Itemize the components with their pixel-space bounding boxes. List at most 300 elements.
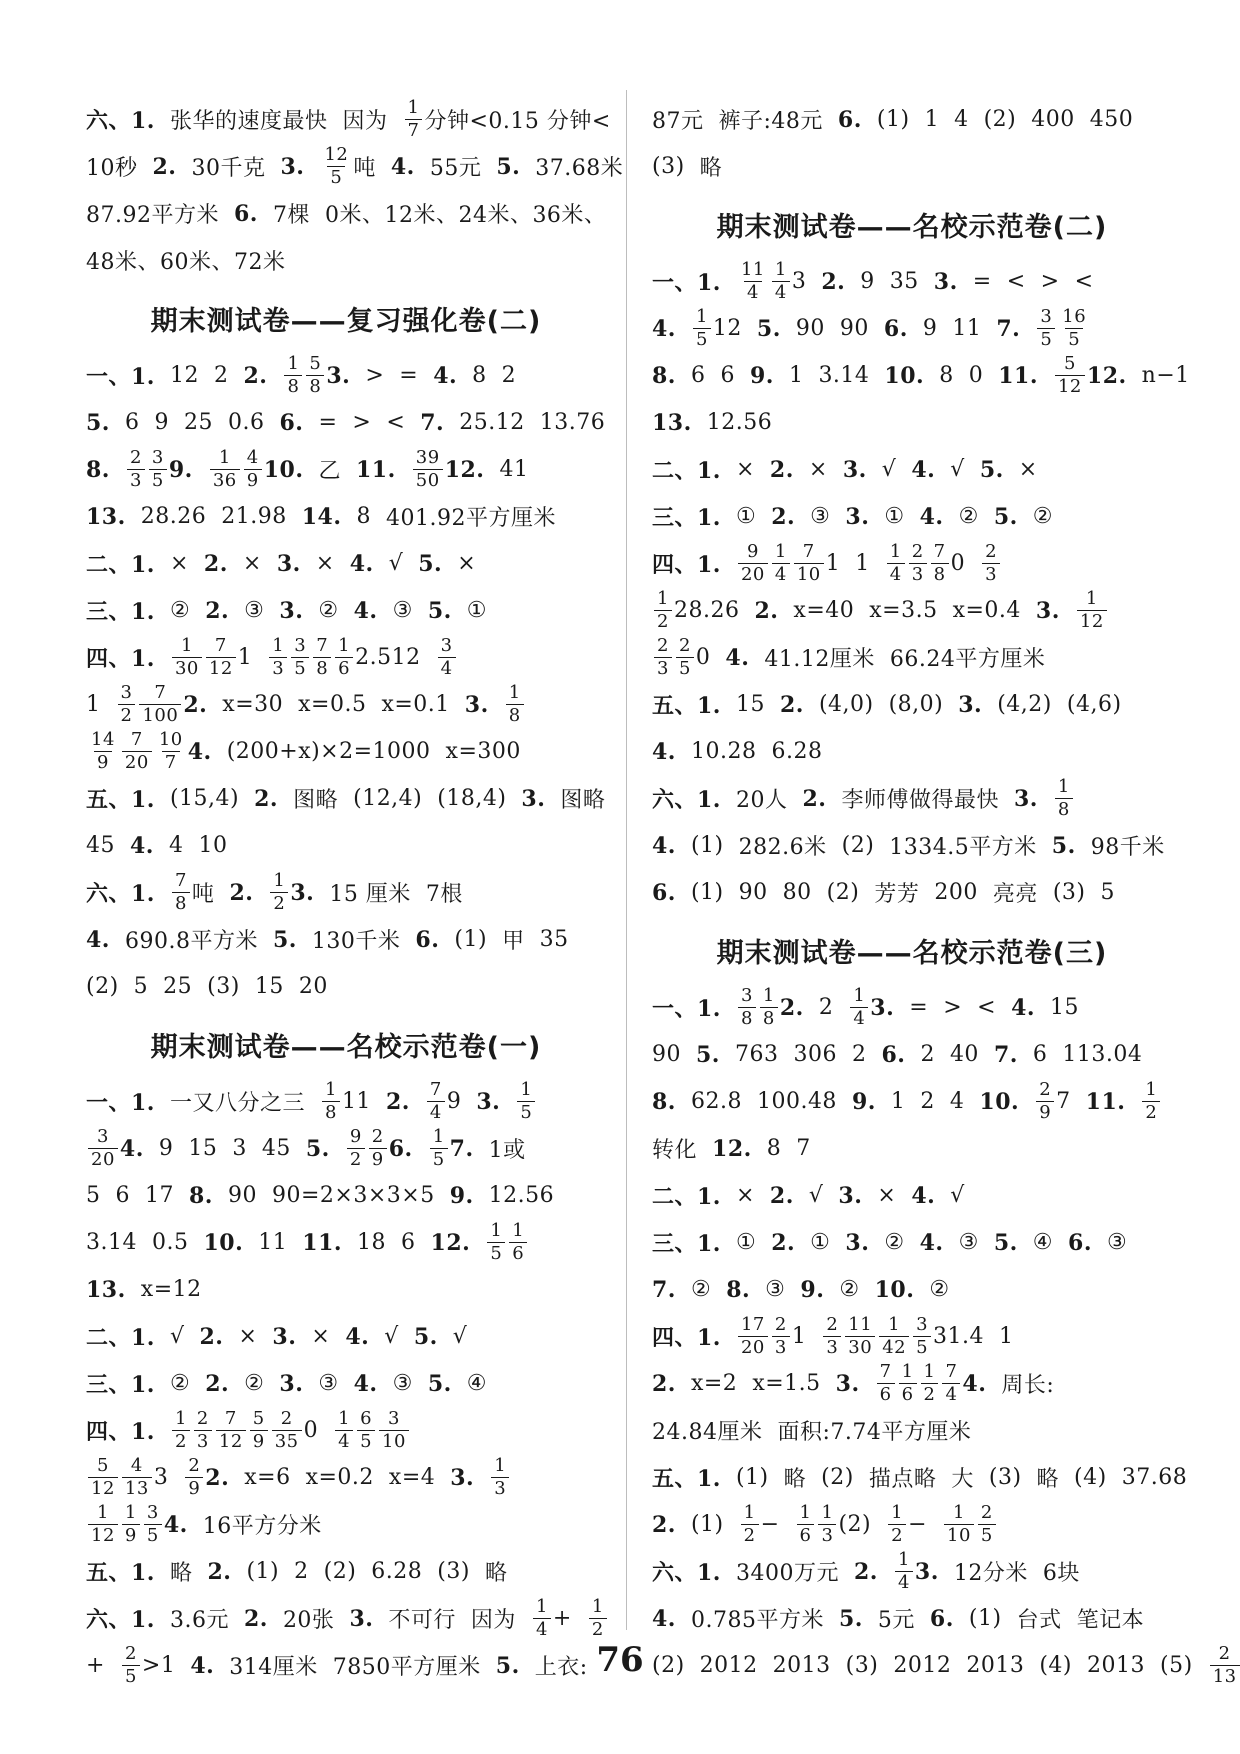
answer-text: (1) (968, 1606, 1002, 1631)
answer-text: x=0.2 (305, 1465, 374, 1490)
question-number: 4. (353, 1370, 378, 1397)
fraction-numerator: 1 (1057, 776, 1070, 797)
answer-text: 7棵 (272, 203, 310, 228)
fraction-numerator: 1 (96, 1502, 109, 1523)
question-number: 5. (418, 550, 443, 577)
answer-text: n−1 (1141, 363, 1190, 388)
answer-text: 李师傅做得最快 (841, 788, 999, 813)
fraction-numerator: 1 (407, 97, 420, 118)
answer-text: 3.6元 (169, 1608, 229, 1633)
answer-line (652, 96, 1172, 143)
question-number: 7. (993, 1041, 1018, 1068)
answer-text: 400 (1031, 107, 1075, 132)
fraction (405, 99, 423, 140)
fraction-numerator: 1 (1145, 1079, 1158, 1100)
fraction-numerator: 5 (252, 1408, 265, 1429)
fraction (738, 987, 756, 1028)
fraction-numerator: 3 (151, 447, 164, 468)
answer-text: 甲 (502, 929, 525, 954)
fraction-numerator: 1 (273, 870, 286, 891)
fraction-numerator: 2 (980, 1502, 993, 1523)
answer-text: √ (384, 1324, 399, 1349)
question-number: 10. (874, 1276, 915, 1303)
fraction (506, 684, 524, 725)
section-number: 六、1. (86, 1607, 155, 1633)
fraction-numerator: 7 (224, 1408, 237, 1429)
question-number: 7. (449, 1135, 474, 1162)
fraction (760, 987, 778, 1028)
question-number: 13. (86, 1276, 126, 1303)
question-number: 2. (243, 362, 268, 389)
fraction-numerator: 1 (218, 447, 231, 468)
answer-text: 1 (999, 1324, 1014, 1349)
fraction (676, 637, 694, 678)
question-number: 3. (835, 1370, 860, 1397)
answer-text: 98千米 (1090, 835, 1165, 860)
fraction-denominator: 8 (738, 1007, 756, 1028)
answer-text: 略 (1036, 1467, 1060, 1492)
answer-text: × (457, 551, 477, 576)
fraction-denominator: 2 (888, 1524, 906, 1545)
answer-text: 37.68米 (535, 156, 624, 181)
question-number: 2. (754, 597, 779, 624)
answer-text: 90 (738, 880, 768, 905)
fraction (738, 543, 768, 584)
answer-text: 282.6米 (738, 835, 827, 860)
fraction-denominator: 12 (88, 1477, 118, 1498)
answer-text: (200+x)×2=1000 (226, 739, 431, 764)
fraction-denominator: 9 (122, 1524, 140, 1545)
fraction-numerator: 2 (657, 635, 669, 656)
fraction (899, 1363, 917, 1404)
question-number: 5. (993, 503, 1018, 530)
answer-text: × (735, 1183, 755, 1208)
fraction (517, 1081, 535, 1122)
answer-line (652, 587, 1172, 634)
answer-text: 分钟<0.15 分钟< (424, 109, 611, 134)
question-number: 4. (911, 1182, 936, 1209)
answer-text: 2012 (699, 1653, 758, 1678)
fraction (772, 543, 790, 584)
question-number: 10. (979, 1088, 1020, 1115)
answer-text: 20 (298, 974, 328, 999)
question-number: 3. (845, 1229, 870, 1256)
fraction-numerator: 1 (853, 985, 866, 1006)
fraction-numerator: 2 (129, 447, 142, 468)
answer-line (86, 446, 606, 493)
question-number: 5. (86, 409, 110, 436)
fraction-numerator: 1 (897, 1549, 910, 1570)
section-number: 五、1. (652, 693, 721, 719)
fraction-numerator: 2 (196, 1408, 209, 1429)
fraction (139, 684, 181, 725)
fraction-denominator: 9 (94, 751, 112, 772)
answer-text: 0.785平方米 (690, 1608, 824, 1633)
fraction-numerator: 3 (294, 635, 307, 656)
fraction-denominator: 6 (509, 1242, 527, 1263)
answer-text: ② (690, 1277, 712, 1302)
section-number: 三、1. (86, 599, 155, 625)
fraction (982, 543, 1000, 584)
fraction-numerator: 11 (848, 1314, 873, 1335)
question-number: 12. (1086, 362, 1127, 389)
question-number: 2. (229, 879, 254, 906)
fraction-numerator: 5 (309, 353, 322, 374)
section-heading: 期末测试卷——复习强化卷(二) (150, 305, 542, 337)
answer-text: 6 (401, 1230, 416, 1255)
question-number: 6. (388, 1135, 413, 1162)
fraction-numerator: 2 (1039, 1079, 1052, 1100)
fraction-numerator: 5 (1063, 353, 1076, 374)
fraction-numerator: 1 (891, 1502, 904, 1523)
answer-text: 0 (303, 1418, 319, 1443)
answer-text: 80 (782, 880, 812, 905)
answer-text: − (908, 1512, 927, 1537)
fraction (491, 1457, 509, 1498)
answer-text: > (352, 410, 372, 435)
question-number: 4. (187, 738, 212, 765)
question-number: 4. (349, 550, 374, 577)
question-number: 8. (189, 1182, 213, 1209)
fraction-denominator: 9 (185, 1477, 203, 1498)
answer-text: + (86, 1653, 105, 1678)
answer-text: = (909, 995, 929, 1020)
answer-line (86, 96, 611, 143)
fraction-numerator: 2 (1218, 1643, 1231, 1664)
answer-line (652, 258, 1172, 305)
fraction-numerator: 2 (774, 1314, 787, 1335)
answer-text: 15 (735, 692, 765, 717)
question-number: 14. (301, 503, 342, 530)
fraction (244, 449, 262, 490)
answer-line (86, 1548, 606, 1595)
answer-line (86, 1172, 606, 1219)
answer-line (652, 143, 1172, 190)
question-number: 2. (779, 691, 804, 718)
fraction (185, 1457, 203, 1498)
fraction (88, 1128, 118, 1169)
fraction (487, 1222, 505, 1263)
fraction-denominator: 2 (347, 1148, 365, 1169)
answer-line (652, 1548, 1172, 1595)
answer-line (652, 822, 1172, 869)
fraction-denominator: 5 (517, 1101, 535, 1122)
answer-text: 31.4 (933, 1324, 985, 1349)
answer-text: 28.26 (673, 598, 740, 623)
answer-text: 略 (169, 1561, 193, 1586)
section-number: 三、1. (652, 1231, 721, 1257)
fraction-numerator: 1 (774, 541, 787, 562)
answer-text: (12,4) (353, 786, 423, 811)
question-number: 3. (838, 1182, 863, 1209)
fraction-denominator: 3 (823, 1336, 841, 1357)
question-number: 13. (86, 503, 126, 530)
fraction-numerator: 7 (316, 635, 329, 656)
answer-text: 87元 (652, 109, 704, 134)
fraction-numerator: 3 (120, 682, 133, 703)
fraction-denominator: 7 (162, 751, 180, 772)
answer-text: (1) (690, 1512, 724, 1537)
question-number: 4. (962, 1370, 987, 1397)
answer-text: 10 (198, 833, 228, 858)
fraction-denominator: 5 (1037, 328, 1055, 349)
fraction-denominator: 20 (738, 563, 768, 584)
answer-text: 25 (163, 974, 193, 999)
fraction (88, 1457, 118, 1498)
answer-text: (4) (1074, 1465, 1107, 1490)
answer-text: √ (881, 457, 897, 482)
fraction-numerator: 7 (802, 541, 815, 562)
question-number: 2. (771, 503, 796, 530)
answer-line (652, 1078, 1172, 1125)
fraction-denominator: 50 (413, 469, 443, 490)
answer-line (86, 634, 606, 681)
fraction-denominator: 6 (899, 1383, 917, 1404)
question-number: 5. (756, 315, 781, 342)
answer-text: 18 (357, 1230, 387, 1255)
answer-line (652, 728, 1172, 775)
answer-line (652, 493, 1172, 540)
question-number: 2. (205, 597, 230, 624)
fraction-denominator: 4 (895, 1571, 913, 1592)
fraction-denominator: 8 (313, 657, 331, 678)
question-number: 4. (911, 456, 936, 483)
question-number: 2. (183, 691, 208, 718)
answer-text: × (238, 1324, 258, 1349)
fraction (888, 1504, 906, 1545)
answer-text: 上衣: (534, 1655, 588, 1680)
fraction-numerator: 5 (96, 1455, 109, 1476)
section-number: 四、1. (652, 1325, 721, 1351)
answer-text: 690.8平方米 (124, 929, 258, 954)
question-number: 5. (993, 1229, 1018, 1256)
fraction (172, 637, 202, 678)
answer-text: 转化 (652, 1138, 698, 1163)
answer-text: 11 (952, 316, 982, 341)
fraction (823, 1316, 841, 1357)
fraction-numerator: 1 (923, 1361, 936, 1382)
question-number: 11. (1085, 1088, 1126, 1115)
answer-text: 6 (1032, 1042, 1048, 1067)
answer-text: 6块 (1042, 1561, 1080, 1586)
question-number: 9. (851, 1088, 876, 1115)
answer-text: ① (735, 1230, 757, 1255)
answer-text: 面积:7.74平方厘米 (777, 1420, 972, 1445)
question-number: 4. (86, 926, 110, 953)
fraction-numerator: 1 (1085, 588, 1098, 609)
question-number: 2. (203, 550, 228, 577)
answer-text: 吨 (191, 882, 215, 907)
fraction (772, 261, 790, 302)
question-number: 9. (800, 1276, 825, 1303)
fraction-numerator: 12 (324, 144, 349, 165)
answer-text: 62.8 (690, 1089, 742, 1114)
question-number: 11. (302, 1229, 343, 1256)
answer-text: ① (466, 598, 488, 623)
answer-text: 25 (183, 410, 213, 435)
answer-text: 1 (924, 107, 940, 132)
fraction-denominator: 3 (269, 657, 287, 678)
answer-line (652, 869, 1172, 916)
fraction (122, 731, 152, 772)
answer-text: x=0.4 (952, 598, 1021, 623)
answer-line (652, 352, 1190, 399)
answer-text: (2) (838, 1512, 872, 1537)
answer-text: 大 (951, 1467, 974, 1492)
fraction (322, 1081, 340, 1122)
fraction (216, 1410, 246, 1451)
answer-text: 200 (934, 880, 978, 905)
fraction (895, 1551, 913, 1592)
answer-text: ③ (318, 1371, 339, 1396)
fraction (887, 543, 905, 584)
fraction-numerator: 3 (146, 1502, 159, 1523)
answer-text: 3 (153, 1465, 169, 1490)
fraction-denominator: 13 (1210, 1665, 1240, 1686)
fraction-denominator: 8 (760, 1007, 778, 1028)
question-number: 10. (203, 1229, 244, 1256)
answer-text: >1 (141, 1653, 176, 1678)
answer-text: x=30 (222, 692, 284, 717)
fraction-denominator: 9 (250, 1430, 268, 1451)
fraction-numerator: 3 (1040, 306, 1053, 327)
question-number: 3. (914, 1558, 939, 1585)
fraction-denominator: 5 (913, 1336, 931, 1357)
question-number: 5. (979, 456, 1004, 483)
answer-text: (15,4) (169, 786, 240, 811)
answer-text: 130千米 (311, 929, 401, 954)
fraction (250, 1410, 268, 1451)
question-number: 3. (1013, 785, 1038, 812)
answer-text: (2) (983, 107, 1017, 132)
question-number: 2. (207, 1558, 232, 1585)
answer-text: (2) (323, 1559, 357, 1584)
section-heading: 期末测试卷——名校示范卷(一) (150, 1031, 542, 1063)
fraction (269, 637, 287, 678)
answer-text: 略 (484, 1561, 508, 1586)
fraction-numerator: 9 (746, 541, 759, 562)
question-number: 6. (652, 879, 676, 906)
answer-text: 1 (86, 692, 101, 717)
question-number: 4. (919, 1229, 944, 1256)
fraction (797, 1504, 815, 1545)
fraction (270, 872, 288, 913)
question-number: 8. (652, 362, 676, 389)
answer-text: 9 (860, 269, 875, 294)
answer-line (652, 1407, 1172, 1454)
question-number: 11. (998, 362, 1038, 389)
fraction-numerator: 1 (272, 635, 285, 656)
fraction-numerator: 7 (130, 729, 143, 750)
fraction-denominator: 10 (944, 1524, 974, 1545)
answer-text: 21.98 (221, 504, 287, 529)
answer-text: 3.14 (86, 1230, 137, 1255)
fraction (291, 637, 309, 678)
fraction-denominator: 3 (194, 1430, 212, 1451)
answer-text: 因为 (342, 109, 388, 134)
answer-text: 7 (796, 1136, 811, 1161)
question-number: 2. (205, 1370, 230, 1397)
fraction-denominator: 3 (909, 563, 927, 584)
answer-line (86, 1078, 606, 1125)
question-number: 3. (276, 550, 301, 577)
answer-text: (3) (437, 1559, 470, 1584)
answer-text: 37.68 (1121, 1465, 1188, 1490)
answer-text: 2 (294, 1559, 309, 1584)
fraction-numerator: 4 (246, 447, 259, 468)
question-number: 2. (652, 1370, 676, 1397)
fraction (509, 1222, 527, 1263)
answer-text: × (735, 457, 755, 482)
answer-text: √ (388, 551, 404, 576)
answer-text: 20张 (282, 1608, 335, 1633)
fraction-numerator: 4 (130, 1455, 143, 1476)
question-number: 4. (652, 1605, 676, 1632)
answer-text: 66.24平方厘米 (889, 647, 1046, 672)
answer-text: x=3.5 (869, 598, 938, 623)
fraction-denominator: 12 (1077, 610, 1107, 631)
question-number: 4. (119, 1135, 144, 1162)
answer-text: 87.92平方米 (86, 203, 219, 228)
fraction-denominator: 3 (491, 1477, 509, 1498)
answer-text: (1) (454, 927, 488, 952)
fraction (533, 1598, 551, 1639)
answer-text: 笔记本 (1076, 1608, 1145, 1633)
answer-text: 0.5 (151, 1230, 189, 1255)
question-number: 4. (345, 1323, 370, 1350)
answer-text: 2.512 (355, 645, 421, 670)
fraction-denominator: 8 (1055, 798, 1073, 819)
page-number: 76 (596, 1640, 644, 1680)
fraction-denominator: 4 (427, 1101, 445, 1122)
fraction-denominator: 100 (139, 704, 181, 725)
fraction-denominator: 4 (887, 563, 905, 584)
question-number: 12. (712, 1135, 752, 1162)
answer-text: 28.26 (140, 504, 207, 529)
answer-line (652, 446, 1172, 493)
answer-line (652, 1313, 1172, 1360)
answer-text: ④ (466, 1371, 488, 1396)
question-number: 4. (190, 1652, 215, 1679)
fraction (909, 543, 927, 584)
answer-text: 略 (783, 1467, 807, 1492)
question-number: 6. (415, 926, 440, 953)
section-number: 一、1. (86, 364, 155, 390)
fraction-numerator: 2 (678, 635, 691, 656)
fraction-numerator: 2 (371, 1126, 384, 1147)
fraction-denominator: 35 (272, 1430, 302, 1451)
fraction-numerator: 1 (338, 1408, 351, 1429)
fraction (654, 637, 672, 678)
answer-text: 7根 (425, 882, 463, 907)
fraction-denominator: 2 (741, 1524, 759, 1545)
fraction (738, 1316, 768, 1357)
fraction-denominator: 30 (172, 657, 202, 678)
answer-text: 90 (227, 1183, 257, 1208)
answer-text: 3.14 (818, 363, 870, 388)
question-number: 8. (726, 1276, 751, 1303)
answer-text: 12 (712, 316, 742, 341)
fraction (335, 1410, 353, 1451)
question-number: 9. (749, 362, 774, 389)
fraction-numerator: 2 (911, 541, 924, 562)
question-number: 2. (769, 1182, 794, 1209)
question-number: 2. (243, 1605, 268, 1632)
question-number: 4. (433, 362, 458, 389)
answer-line (652, 775, 1172, 822)
section-number: 六、1. (86, 881, 155, 907)
fraction-denominator: 20 (738, 1336, 768, 1357)
